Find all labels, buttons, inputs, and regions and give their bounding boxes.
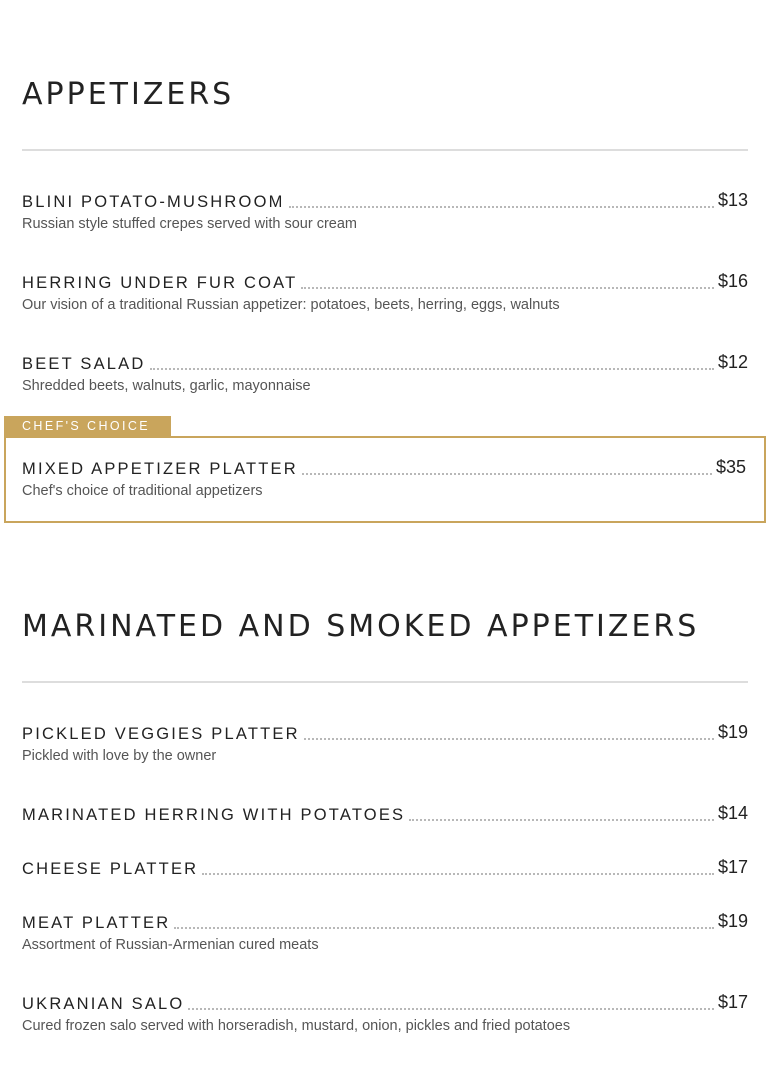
menu-item <box>22 350 748 395</box>
item-name: BLINI POTATO-MUSHROOM <box>22 192 285 211</box>
item-description: Shredded beets, walnuts, garlic, mayonnaise <box>22 378 311 394</box>
item-name: MIXED APPETIZER PLATTER <box>22 459 298 478</box>
dotted-leader <box>174 927 714 929</box>
item-description: Assortment of Russian-Armenian cured meats <box>22 937 319 953</box>
menu-item <box>22 720 748 765</box>
dotted-leader <box>202 873 714 875</box>
item-description: Our vision of a traditional Russian appetizer: potatoes, beets, herring, eggs, walnuts <box>22 297 560 313</box>
item-description: Pickled with love by the owner <box>22 748 217 764</box>
section-appetizers <box>22 77 748 499</box>
item-price: $16 <box>717 271 748 291</box>
section-title: MARINATED AND SMOKED APPETIZERS <box>22 609 700 644</box>
item-description: Chef's choice of traditional appetizers <box>22 483 263 499</box>
item-name: MEAT PLATTER <box>22 913 171 932</box>
item-price: $17 <box>717 857 748 877</box>
dotted-leader <box>150 368 714 370</box>
dotted-leader <box>188 1008 713 1010</box>
item-name: UKRANIAN SALO <box>22 994 185 1013</box>
menu-item <box>22 801 748 823</box>
item-price: $35 <box>715 457 746 477</box>
menu-item <box>22 855 748 877</box>
item-name: PICKLED VEGGIES PLATTER <box>22 724 300 743</box>
menu-item-featured <box>22 455 746 500</box>
chefs-choice-badge: CHEF'S CHOICE <box>4 416 171 437</box>
item-price: $12 <box>717 352 748 372</box>
menu-item <box>22 269 748 314</box>
section-marinated-smoked <box>22 609 748 1034</box>
item-name: BEET SALAD <box>22 354 146 373</box>
dotted-leader <box>409 819 714 821</box>
item-name: HERRING UNDER FUR COAT <box>22 273 298 292</box>
item-description: Cured frozen salo served with horseradish, mustard, onion, pickles and fried potatoes <box>22 1018 571 1034</box>
item-price: $19 <box>717 911 748 931</box>
dotted-leader <box>304 738 714 740</box>
item-name: MARINATED HERRING WITH POTATOES <box>22 805 406 824</box>
item-price: $14 <box>717 803 748 823</box>
item-price: $19 <box>717 722 748 742</box>
menu-item <box>22 909 748 954</box>
dotted-leader <box>289 206 714 208</box>
dotted-leader <box>301 287 714 289</box>
item-price: $13 <box>717 190 748 210</box>
item-price: $17 <box>717 992 748 1012</box>
section-title: APPETIZERS <box>22 77 235 112</box>
section-divider <box>22 149 748 151</box>
item-name: CHEESE PLATTER <box>22 859 199 878</box>
dotted-leader <box>302 473 712 475</box>
menu-item <box>22 990 748 1035</box>
menu-item <box>22 188 748 233</box>
item-description: Russian style stuffed crepes served with sour cream <box>22 216 357 232</box>
section-divider <box>22 681 748 683</box>
